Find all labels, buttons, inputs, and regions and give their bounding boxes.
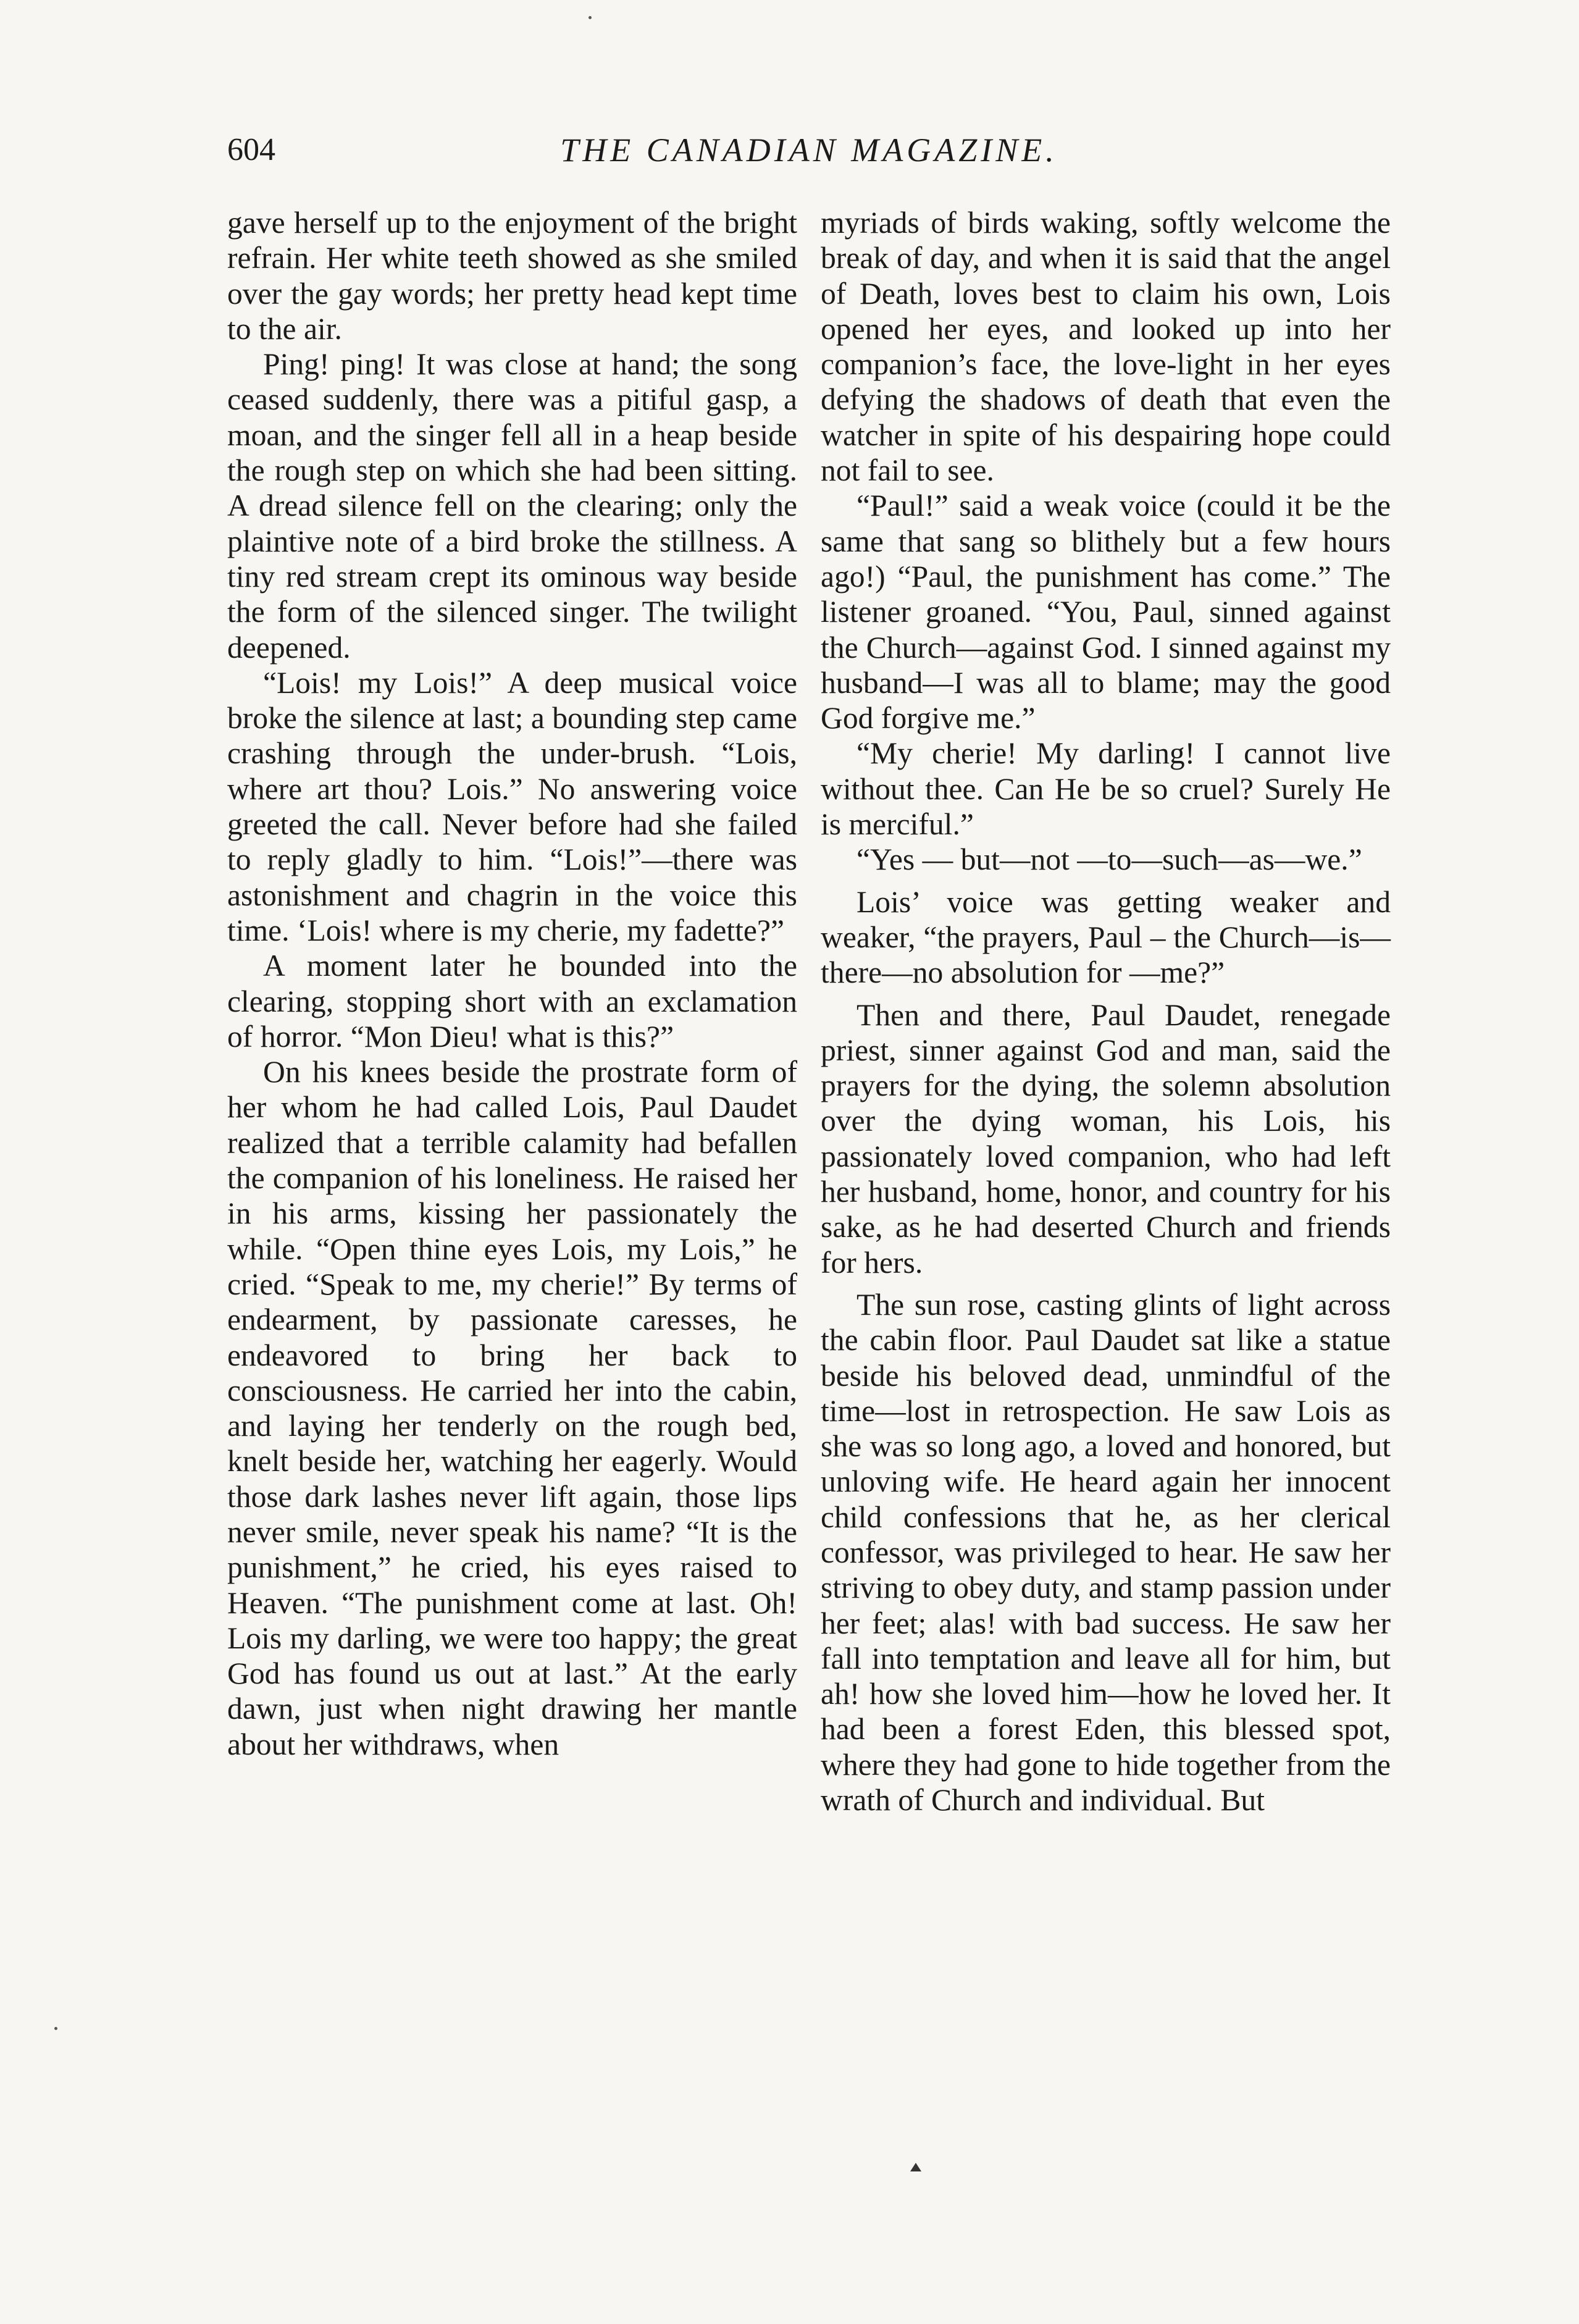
- paragraph: The sun rose, casting glints of light across the cabin floor. Paul Daudet sat like a statue beside his beloved dead, unmindful of the time—lost in retrospection. He saw Lois as she was so long ago, a loved and honored, but unloving wife. He heard again her innocent child confessions that he, as her clerical confessor, was privileged to hear. He saw her striving to obey duty, and stamp passion under her feet; alas! with bad success. He saw her fall into temptation and leave all for him, but ah! how she loved him—how he loved her. It had been a forest Eden, this blessed spot, where they had gone to hide together from the wrath of Church and individual. But: [821, 1287, 1391, 1818]
- left-column: [227, 205, 797, 1762]
- paragraph: “Paul!” said a weak voice (could it be the same that sang so blithely but a few hours ago!) “Paul, the punishment has come.” The listener groaned. “You, Paul, sinned against the Church—against God. I sinned against my husband—I was all to blame; may the good God forgive me.”: [821, 489, 1391, 736]
- page-number: 604: [227, 132, 275, 167]
- paragraph: myriads of birds waking, softly welcome the break of day, and when it is said that the angel of Death, loves best to claim his own, Lois opened her eyes, and looked up into her companion’s face, the love-light in her eyes defying the shadows of death that even the watcher in spite of his despairing hope could not fail to see.: [821, 206, 1391, 488]
- ink-speck: [588, 16, 592, 19]
- paragraph: gave herself up to the enjoyment of the bright refrain. Her white teeth showed as she smiled over the gay words; her pretty head kept time to the air.: [227, 206, 797, 346]
- paragraph: Ping! ping! It was close at hand; the song ceased suddenly, there was a pitiful gasp, a moan, and the singer fell all in a heap beside the rough step on which she had been sitting. A dread silence fell on the clearing; only the plaintive note of a bird broke the stillness. A tiny red stream crept its ominous way beside the form of the silenced singer. The twilight deepened.: [227, 347, 797, 665]
- paragraph: “Lois! my Lois!” A deep musical voice broke the silence at last; a bounding step came crashing through the under-brush. “Lois, where art thou? Lois.” No answering voice greeted the call. Never before had she failed to reply gladly to him. “Lois!”—there was astonishment and chagrin in the voice this time. ‘Lois! where is my cherie, my fadette?”: [227, 665, 797, 947]
- running-title: THE CANADIAN MAGAZINE.: [560, 132, 1058, 169]
- paragraph: “Yes — but—not —to—such—as—we.”: [857, 842, 1362, 877]
- paragraph: “My cherie! My darling! I cannot live without thee. Can He be so cruel? Surely He is merciful.”: [821, 736, 1391, 842]
- printer-mark: [910, 2163, 921, 2171]
- page-header: [227, 122, 1391, 178]
- paragraph: A moment later he bounded into the clearing, stopping short with an exclamation of horror. “Mon Dieu! what is this?”: [227, 949, 797, 1054]
- right-column: [821, 205, 1391, 1818]
- paragraph: On his knees beside the prostrate form of her whom he had called Lois, Paul Daudet realized that a terrible calamity had befallen the companion of his loneliness. He raised her in his arms, kissing her passionately the while. “Open thine eyes Lois, my Lois,” he cried. “Speak to me, my cherie!” By terms of endearment, by passionate caresses, he endeavored to bring her back to consciousness. He carried her into the cabin, and laying her tenderly on the rough bed, knelt beside her, watching her eagerly. Would those dark lashes never lift again, those lips never smile, never speak his name? “It is the punishment,” he cried, his eyes raised to Heaven. “The punishment come at last. Oh! Lois my darling, we were too happy; the great God has found us out at last.” At the early dawn, just when night drawing her mantle about her withdraws, when: [227, 1055, 797, 1761]
- ink-speck: [54, 2027, 57, 2030]
- paragraph: Lois’ voice was getting weaker and weaker, “the prayers, Paul – the Church—is—there—no absolution for —me?”: [821, 884, 1391, 990]
- paragraph: Then and there, Paul Daudet, renegade priest, sinner against God and man, said the prayers for the dying, the solemn absolution over the dying woman, his Lois, his passionately loved companion, who had left her husband, home, honor, and country for his sake, as he had deserted Church and friends for hers.: [821, 997, 1391, 1280]
